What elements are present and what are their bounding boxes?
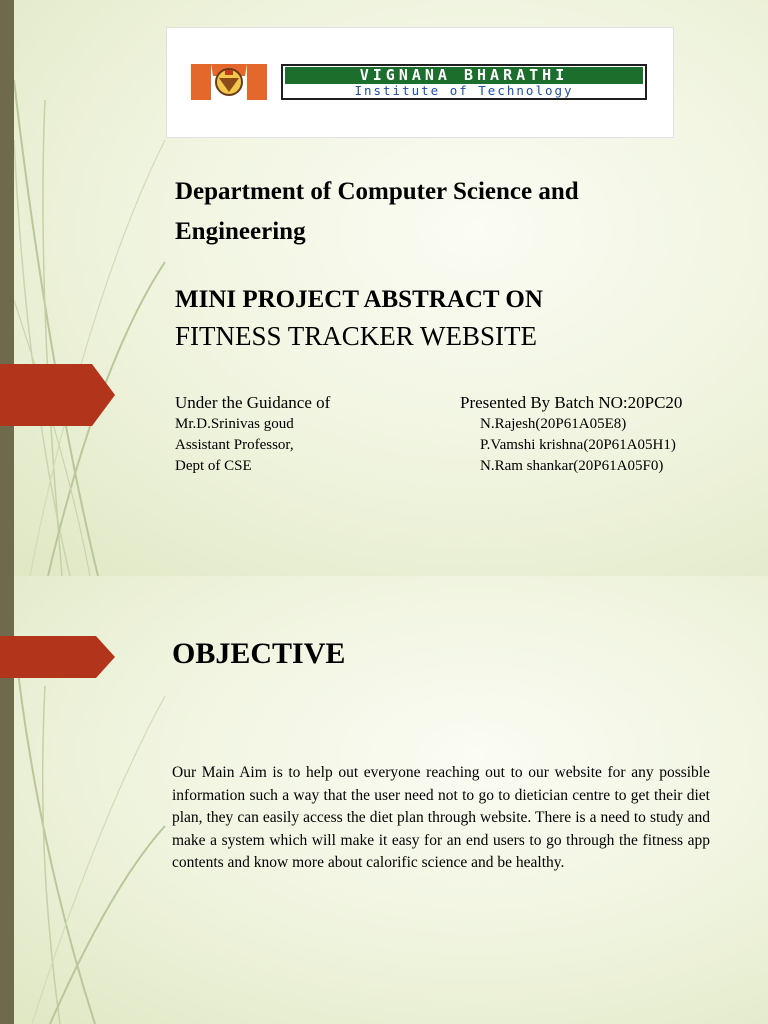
presented-heading: Presented By Batch NO:20PC20 [460,393,683,412]
objective-heading: OBJECTIVE [172,637,346,670]
presented-block [460,393,682,477]
accent-tab [0,636,115,678]
member-3: N.Ram shankar(20P61A05F0) [480,458,664,474]
project-subtitle: MINI PROJECT ABSTRACT ON [175,286,543,313]
member-2: P.Vamshi krishna(20P61A05H1) [480,437,676,453]
guide-designation: Assistant Professor, [175,437,294,453]
guidance-heading: Under the Guidance of [175,393,331,412]
guide-dept: Dept of CSE [175,458,252,474]
logo-banner [281,64,647,100]
guide-name: Mr.D.Srinivas goud [175,416,294,432]
institute-logo [166,27,674,138]
logo-title: VIGNANA BHARATHI [285,67,643,84]
objective-paragraph: Our Main Aim is to help out everyone reaching out to our website for any possible information such a way that the user need not to go to dietician centre to get their diet plan, they can easily access the diet plan through website. There is a need to study and make a system which will make it easy for an end users to go through the fitness app contents and know more about calorific science and be healthy. [172,764,710,871]
logo-subtitle: Institute of Technology [354,83,574,98]
guidance-block [175,393,330,477]
accent-tab [0,364,115,426]
department-title: Department of Computer Science and Engineering [175,178,579,245]
left-bar [0,0,14,576]
project-title: FITNESS TRACKER WEBSITE [175,321,538,351]
lamp-emblem-icon [189,62,269,102]
member-1: N.Rajesh(20P61A05E8) [480,416,627,432]
